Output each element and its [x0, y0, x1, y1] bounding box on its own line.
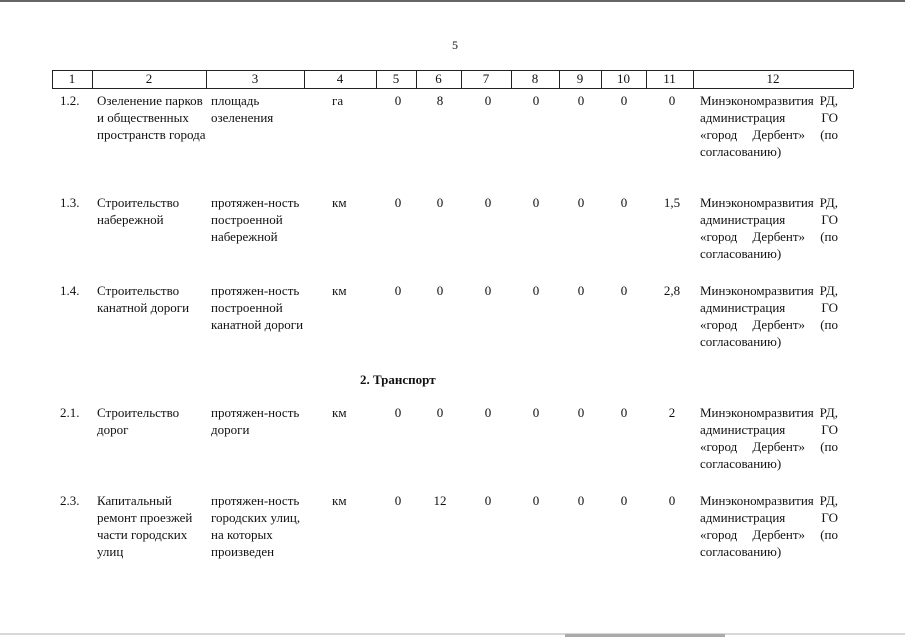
row-responsible: Минэкономразвития РД, администрация ГО «город Дербент» (по согласованию) [700, 93, 838, 159]
row-value: 0 [620, 93, 628, 108]
header-cell: 8 [531, 71, 539, 86]
row-unit: км [332, 405, 347, 420]
header-cell: 7 [482, 71, 490, 86]
row-value: 0 [394, 283, 402, 298]
scan-edge [0, 633, 905, 635]
row-indicator: протяжен-ность дороги [211, 405, 300, 437]
header-cell: 4 [336, 71, 344, 86]
row-name: Строительство набережной [97, 195, 180, 227]
row-value: 12 [433, 493, 447, 508]
row-responsible: Минэкономразвития РД, администрация ГО «город Дербент» (по согласованию) [700, 405, 838, 471]
row-indicator: протяжен-ность построенной набережной [211, 195, 300, 244]
header-cell: 2 [145, 71, 153, 86]
col-divider [853, 70, 854, 88]
row-value: 0 [620, 195, 628, 210]
row-unit: га [332, 93, 344, 108]
row-value: 0 [484, 405, 492, 420]
row-number: 1.2. [60, 93, 80, 108]
row-value: 0 [394, 93, 402, 108]
row-value: 0 [577, 195, 585, 210]
row-value: 0 [484, 195, 492, 210]
row-value: 0 [668, 493, 676, 508]
header-cell: 11 [663, 71, 676, 86]
row-value: 0 [436, 405, 444, 420]
row-value: 0 [532, 405, 540, 420]
row-unit: км [332, 493, 347, 508]
row-indicator: площадь озеленения [211, 93, 274, 125]
row-number: 1.4. [60, 283, 80, 298]
row-value: 0 [620, 405, 628, 420]
row-value: 0 [394, 195, 402, 210]
row-value: 0 [484, 283, 492, 298]
row-value: 0 [484, 493, 492, 508]
row-number: 1.3. [60, 195, 80, 210]
row-number: 2.3. [60, 493, 80, 508]
row-value: 0 [577, 283, 585, 298]
row-responsible: Минэкономразвития РД, администрация ГО «город Дербент» (по согласованию) [700, 195, 838, 261]
row-value: 0 [620, 493, 628, 508]
row-value: 0 [577, 493, 585, 508]
section-title: 2. Транспорт [360, 372, 436, 387]
table-header-border [52, 88, 853, 89]
row-value: 2,8 [663, 283, 681, 298]
row-value: 0 [668, 93, 676, 108]
row-value: 0 [532, 493, 540, 508]
scan-edge [565, 634, 725, 637]
header-cell: 6 [435, 71, 442, 86]
header-cell: 9 [576, 71, 584, 86]
row-value: 2 [668, 405, 676, 420]
row-value: 0 [436, 283, 444, 298]
row-name: Капитальный ремонт проезжей части городских улиц [97, 493, 193, 559]
row-value: 1,5 [663, 195, 681, 210]
row-value: 0 [532, 93, 540, 108]
table-top-border [52, 70, 853, 71]
header-cell: 1 [68, 71, 76, 86]
row-unit: км [332, 283, 347, 298]
row-value: 0 [394, 405, 402, 420]
row-value: 0 [436, 195, 444, 210]
row-unit: км [332, 195, 347, 210]
row-value: 0 [577, 93, 585, 108]
row-value: 0 [532, 195, 540, 210]
row-name: Строительство канатной дороги [97, 283, 190, 315]
row-value: 0 [577, 405, 585, 420]
row-responsible: Минэкономразвития РД, администрация ГО «город Дербент» (по согласованию) [700, 493, 838, 559]
header-cell: 12 [766, 71, 780, 86]
row-name: Строительство дорог [97, 405, 180, 437]
row-indicator: протяжен-ность городских улиц, на которых произведен [211, 493, 301, 559]
header-cell: 5 [392, 71, 400, 86]
row-number: 2.1. [60, 405, 80, 420]
row-value: 8 [436, 93, 444, 108]
page-number: 5 [452, 38, 458, 52]
row-value: 0 [394, 493, 402, 508]
row-name: Озеленение парков и общественных пространств города [97, 93, 206, 142]
scan-edge [0, 0, 905, 2]
row-value: 0 [484, 93, 492, 108]
header-cell: 10 [617, 71, 630, 86]
row-value: 0 [532, 283, 540, 298]
row-indicator: протяжен-ность построенной канатной дороги [211, 283, 304, 332]
row-responsible: Минэкономразвития РД, администрация ГО «город Дербент» (по согласованию) [700, 283, 838, 349]
row-value: 0 [620, 283, 628, 298]
header-cell: 3 [251, 71, 259, 86]
